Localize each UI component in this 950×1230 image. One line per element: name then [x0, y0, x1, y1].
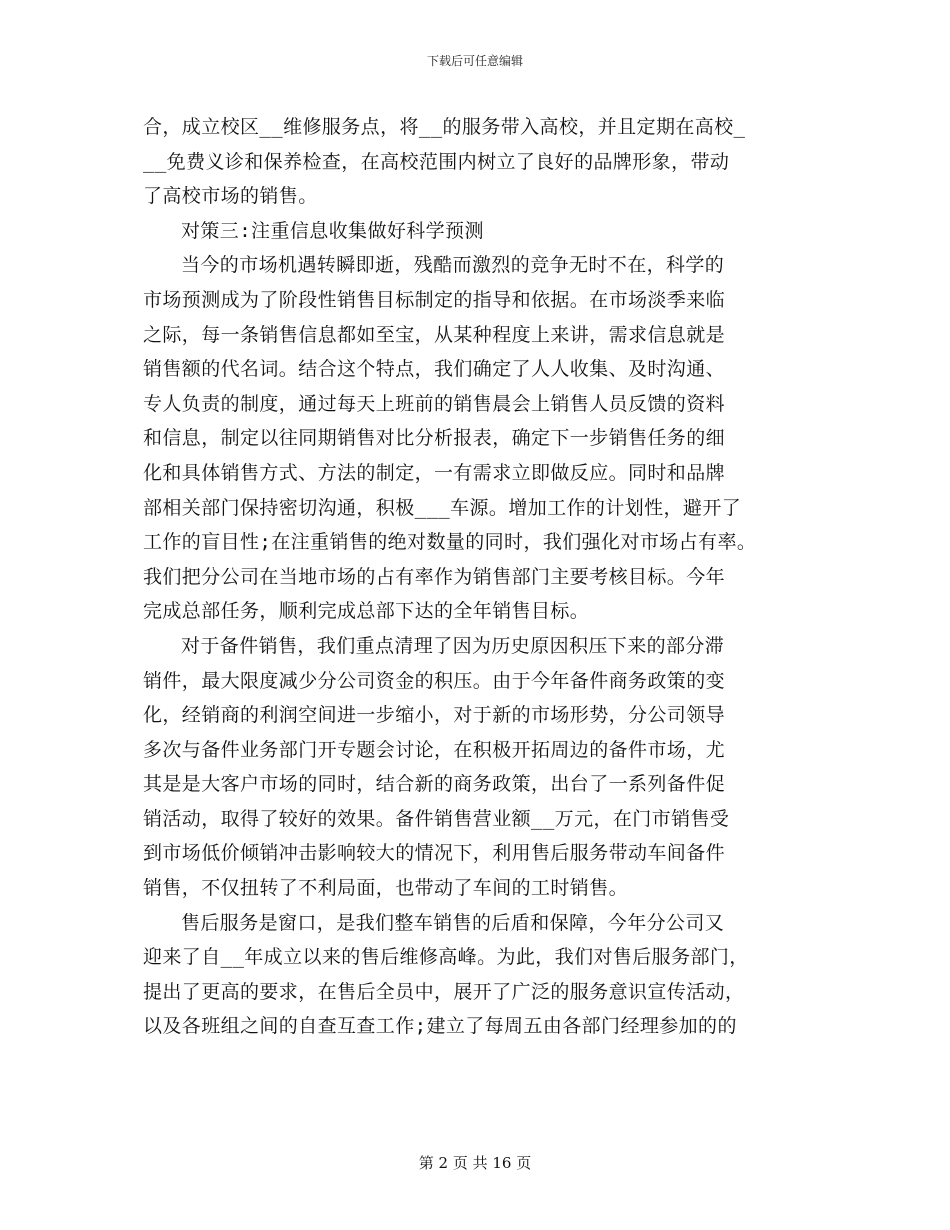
text-line: 完成总部任务，顺利完成总部下达的全年销售目标。 — [143, 600, 590, 623]
text-line: 之际，每一条销售信息都如至宝，从某种程度上来讲，需求信息就是 — [143, 323, 726, 346]
text-line: 售后服务是窗口，是我们整车销售的后盾和保障，今年分公司又 — [181, 911, 725, 934]
text-line: 我们把分公司在当地市场的占有率作为销售部门主要考核目标。今年 — [143, 565, 726, 588]
text-line: 和信息，制定以往同期销售对比分析报表，确定下一步销售任务的细 — [143, 427, 726, 450]
text-line: 迎来了自__年成立以来的售后维修高峰。为此，我们对售后服务部门， — [143, 946, 749, 969]
text-line: __免费义诊和保养检查，在高校范围内树立了良好的品牌形象，带动 — [143, 150, 730, 173]
text-line: 合，成立校区__维修服务点，将__的服务带入高校，并且定期在高校_ — [143, 116, 746, 138]
page-footer: 第 2 页 共 16 页 — [418, 1154, 532, 1172]
text-line: 到市场低价倾销冲击影响较大的情况下，利用售后服务带动车间备件 — [143, 842, 726, 865]
text-line: 销售额的代名词。结合这个特点，我们确定了人人收集、及时沟通、 — [143, 358, 726, 381]
page-header: 下载后可任意编辑 — [426, 54, 523, 68]
section-heading: 对策三:注重信息收集做好科学预测 — [181, 219, 484, 242]
text-line: 当今的市场机遇转瞬即逝，残酷而激烈的竞争无时不在，科学的 — [181, 254, 725, 277]
text-line: 化和具体销售方式、方法的制定，一有需求立即做反应。同时和品牌 — [143, 461, 726, 484]
document-body — [143, 110, 815, 1044]
text-line: 工作的盲目性;在注重销售的绝对数量的同时，我们强化对市场占有率。 — [143, 531, 757, 554]
text-line: 市场预测成为了阶段性销售目标制定的指导和依据。在市场淡季来临 — [143, 288, 726, 311]
text-line: 部相关部门保持密切沟通，积极___车源。增加工作的计划性，避开了 — [143, 496, 742, 519]
text-line: 以及各班组之间的自查互查工作;建立了每周五由各部门经理参加的的 — [143, 1015, 737, 1038]
text-line: 专人负责的制度，通过每天上班前的销售晨会上销售人员反馈的资料 — [143, 392, 726, 415]
text-line: 提出了更高的要求，在售后全员中，展开了广泛的服务意识宣传活动， — [143, 980, 745, 1003]
text-line: 销售，不仅扭转了不利局面，也带动了车间的工时销售。 — [143, 877, 629, 900]
text-line: 对于备件销售，我们重点清理了因为历史原因积压下来的部分滞 — [181, 634, 725, 657]
text-line: 销件，最大限度减少分公司资金的积压。由于今年备件商务政策的变 — [143, 669, 726, 692]
text-line: 化，经销商的利润空间进一步缩小，对于新的市场形势，分公司领导 — [143, 704, 726, 727]
text-line: 多次与备件业务部门开专题会讨论，在积极开拓周边的备件市场，尤 — [143, 738, 726, 761]
text-line: 其是是大客户市场的同时，结合新的商务政策，出台了一系列备件促 — [143, 773, 726, 796]
text-line: 了高校市场的销售。 — [143, 185, 318, 208]
text-line: 销活动，取得了较好的效果。备件销售营业额__万元，在门市销售受 — [143, 807, 730, 830]
